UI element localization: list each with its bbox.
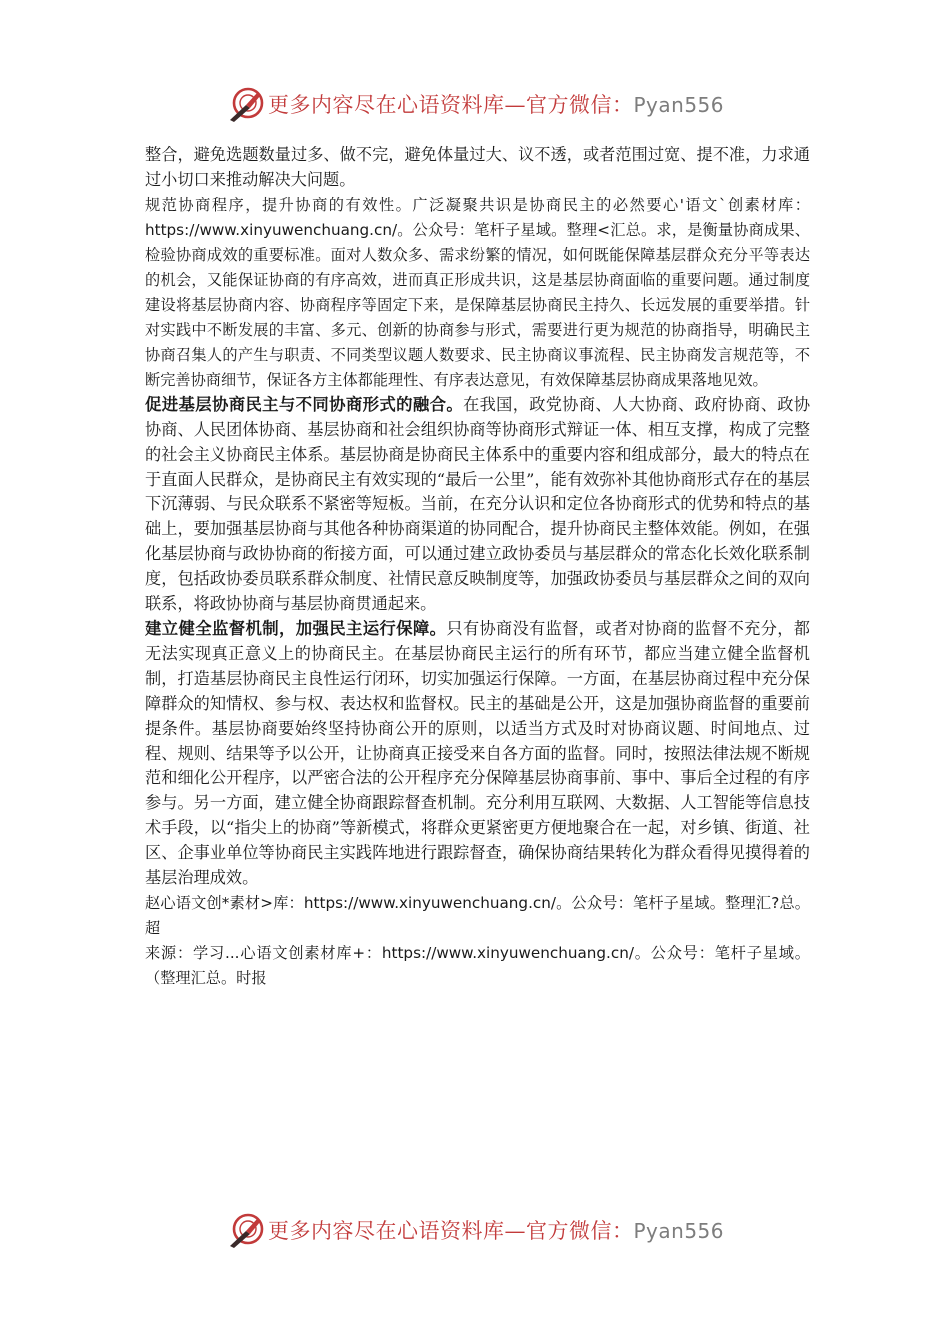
paragraph-text-integration: 在我国，政党协商、人大协商、政府协商、政协协商、人民团体协商、基层协商和社会组织协商等协商形式辩证一体、相互支撑，构成了完整的社会主义协商民主体系。基层协商是协商民主体系中的重要内容和组成部分，最大的特点在于直面人民群众，是协商民主有效实现的“最后一公里”，能有效弥补其他协商形式存在的基层下沉薄弱、与民众联系不紧密等短板。当前，在充分认识和定位各协商形式的优势和特点的基础上，要加强基层协商与其他各种协商渠道的协同配合，提升协商民主整体效能。例如，在强化基层协商与政协协商的衔接方面，可以通过建立政协委员与基层群众的常态化长效化联系制度，包括政协委员联系群众制度、社情民意反映制度等，加强政协委员与基层群众之间的双向联系，将政协协商与基层协商贯通起来。 (145, 394, 811, 614)
pen-logo-icon (226, 1210, 266, 1250)
paragraph-procedure: 规范协商程序，提升协商的有效性。广泛凝聚共识是协商民主的必然要心'语文`创素材库：https://www.xinyuwenchuang.cn/。公众号：笔杆子星域。整理<汇总。求，是衡量协商成果、检验协商成效的重要标准。面对人数众多、需求纷繁的情况，如何既能保障基层群众充分平等表达的机会，又能保证协商的有序高效，进而真正形成共识，这是基层协商面临的重要问题。通过制度建设将基层协商内容、协商程序等固定下来，是保障基层协商民主持久、长远发展的重要举措。针对实践中不断发展的丰富、多元、创新的协商参与形式，需要进行更为规范的协商指导，明确民主协商召集人的产生与职责、不同类型议题人数要求、民主协商议事流程、民主协商发言规范等，不断完善协商细节，保证各方主体都能理性、有序表达意见，有效保障基层协商成果落地见效。 (145, 195, 810, 389)
pen-logo-icon (226, 84, 266, 124)
paragraph-heading-integration: 促进基层协商民主与不同协商形式的融合。 (145, 394, 464, 414)
paragraph-source: 来源：学习...心语文创素材库+：https://www.xinyuwenchuang.cn/。公众号：笔杆子星域。（整理汇总。时报 (145, 943, 810, 987)
paragraph-supervision (145, 617, 810, 891)
paragraph-integration (145, 393, 810, 617)
banner-text: 更多内容尽在心语资料库—官方微信：Pyan556 (268, 1219, 725, 1243)
paragraph-intro: 整合，避免选题数量过多、做不完，避免体量过大、议不透，或者范围过宽、提不准，力求通过小切口来推动解决大问题。 (145, 145, 810, 189)
header-banner (226, 82, 746, 126)
paragraph-text-supervision: 只有协商没有监督，或者对协商的监督不充分，都无法实现真正意义上的协商民主。在基层协商民主运行的所有环节，都应当建立健全监督机制，打造基层协商民主良性运行闭环，切实加强运行保障。一方面，在基层协商过程中充分保障群众的知情权、参与权、表达权和监督权。民主的基础是公开，这是加强协商监督的重要前提条件。基层协商要始终坚持协商公开的原则，以适当方式及时对协商议题、时间地点、过程、规则、结果等予以公开，让协商真正接受来自各方面的监督。同时，按照法律法规不断规范和细化公开程序，以严密合法的公开程序充分保障基层协商事前、事中、事后全过程的有序参与。另一方面，建立健全协商跟踪督查机制。充分利用互联网、大数据、人工智能等信息技术手段，以“指尖上的协商”等新模式，将群众更紧密更方便地聚合在一起，对乡镇、街道、社区、企事业单位等协商民主实践阵地进行跟踪督查，确保协商结果转化为群众看得见摸得着的基层治理成效。 (145, 618, 810, 888)
article-body (145, 143, 810, 991)
banner-text: 更多内容尽在心语资料库—官方微信：Pyan556 (268, 93, 725, 117)
footer-banner (226, 1208, 746, 1252)
paragraph-heading-supervision: 建立健全监督机制，加强民主运行保障。 (145, 618, 447, 638)
paragraph-promo: 赵心语文创*素材>库：https://www.xinyuwenchuang.cn/。公众号：笔杆子星域。整理汇?总。超 (145, 893, 810, 937)
banner-wechat-handle: Pyan556 (633, 93, 725, 117)
banner-wechat-handle: Pyan556 (633, 1219, 725, 1243)
